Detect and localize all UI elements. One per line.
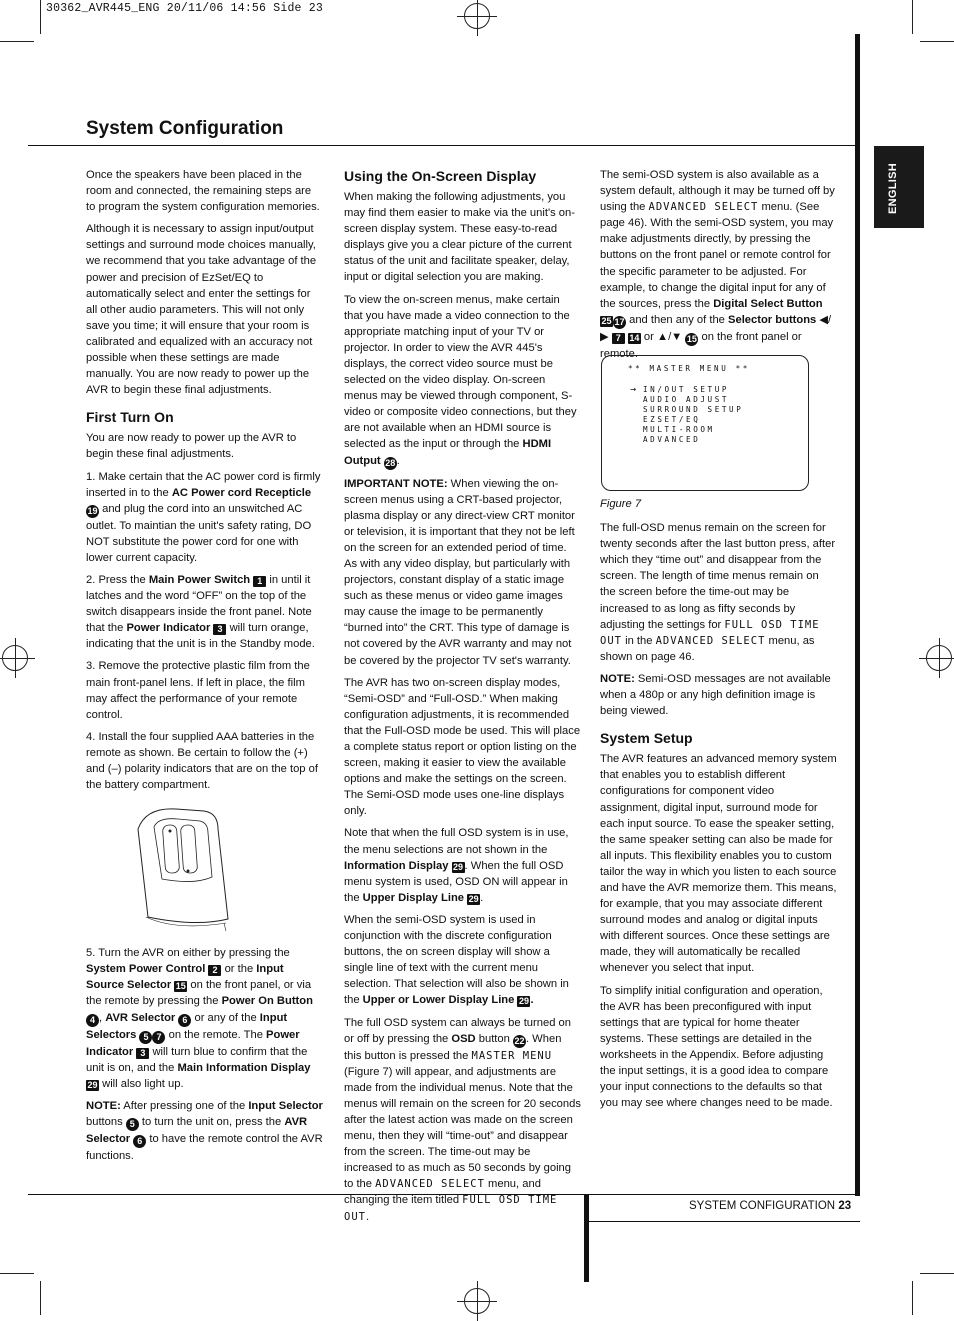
- reference-number: 4: [86, 1014, 99, 1027]
- paragraph: To simplify initial configuration and operation, the AVR has been preconfigured with input settings that are typical for home theater systems. These settings are detailed in the worksheets in the Appendix. Before adjusting the input settings, it is a good idea to compare your input connections to the defaults so that you may see where changes need to be made.: [600, 984, 833, 1110]
- paragraph: Although it is necessary to assign input/output settings and surround mode choices manually, we recommend that you take advantage of the power and precision of EzSet/EQ to automatically select and enter the settings for all other audio parameters. This will not only save you time; it will ensure that your room is calibrated and equalized with an accuracy not possible when these settings are made manually. You are now ready to power up the AVR to begin these final adjustments.: [86, 223, 317, 397]
- paragraph: The full-OSD menus remain on the screen for twenty seconds after the last button press, after which they “time out” and disappear from the screen. The length of time menus remain on the screen before the time-out may be increased to as long as fifty seconds by adjusting the settings for FULL OSD TIME OUT in the ADVANCED SELECT menu, as shown on page 46.: [600, 522, 836, 663]
- figure-caption: Figure 7: [600, 498, 642, 510]
- remote-battery-illustration: [86, 799, 323, 939]
- paragraph: The full OSD system can always be turned on or off by pressing the OSD button 22 . When this button is pressed the MASTER MENU (Figure 7) will appear, and adjustments are made from the individual menus. Note that the menus will remain on the screen for 20 seconds after the latest action was made on the screen menu, then they will “time-out” and disappear from the screen. The time-out may be increased to as much as 50 seconds by going to the ADVANCED SELECT menu, and changing the item titled FULL OSD TIME OUT.: [344, 1016, 581, 1223]
- column-1: [86, 167, 323, 1170]
- step-5: 5. Turn the AVR on either by pressing the System Power Control 2 or the Input Source Selector 15 on the front panel, or via the remote by pressing the Power On Button 4 , AVR Selector 6 or any of the Input Selectors 5 7 on the remote. The Power Indicator 3 will turn blue to confirm that the unit is on, and the Main Information Display 29 will also light up.: [86, 947, 313, 1090]
- osd-menu-item: ADVANCED: [643, 435, 701, 444]
- registration-mark-icon: [2, 645, 28, 671]
- crop-mark: [912, 0, 913, 34]
- note: NOTE: After pressing one of the Input Selector buttons 5 to turn the unit on, press the AVR Selector 6 to have the remote control the AVR functions.: [86, 1099, 323, 1162]
- step-2: 2. Press the Main Power Switch 1 in until it latches and the word “OFF” on the top of the switch disappears inside the front panel. Note that the Power Indicator 3 will turn orange, indicating that the unit is in the Standby mode.: [86, 573, 315, 651]
- reference-number: 7: [612, 333, 625, 344]
- osd-menu-item: IN/OUT SETUP: [643, 385, 730, 394]
- master-menu-figure: [601, 355, 809, 491]
- paragraph: When making the following adjustments, you may find them easier to make via the unit's on-screen display system. These easy-to-read displays give you a clear picture of the current status of the unit and facilitate speaker, delay, input or digital selection you are making.: [344, 191, 575, 284]
- step-1: 1. Make certain that the AC power cord is firmly inserted in to the AC Power cord Recepticle 19 and plug the cord into an unswitched AC outlet. To maintian the unit's safety rating, DO NOT substitute the power cord for one with lower current capacity.: [86, 470, 321, 564]
- reference-number: 14: [629, 332, 640, 343]
- crop-mark: [912, 1281, 913, 1315]
- reference-number: 6: [133, 1135, 146, 1148]
- language-tab-label: ENGLISH: [887, 163, 899, 214]
- footer-vertical-bar: [584, 1194, 589, 1282]
- cursor-arrow-icon: →: [630, 384, 637, 395]
- paragraph: When the semi-OSD system is used in conjunction with the discrete configuration buttons, the on screen display will show a single line of text with the current menu selection. That selection will also be shown in the Upper or Lower Display Line 29 .: [344, 913, 569, 1007]
- registration-mark-icon: [464, 1288, 490, 1314]
- print-header: 30362_AVR445_ENG 20/11/06 14:56 Side 23: [46, 2, 323, 15]
- column-3-lower: [600, 496, 837, 1117]
- crop-mark: [920, 1273, 954, 1274]
- registration-mark-icon: [926, 645, 952, 671]
- section-heading-on-screen-display: Using the On-Screen Display: [344, 168, 537, 184]
- paragraph: You are now ready to power up the AVR to begin these final adjustments.: [86, 432, 297, 461]
- reference-number: 22: [514, 1035, 525, 1046]
- step-4: 4. Install the four supplied AAA batteries in the remote as shown. Be certain to follow the (+) and (–) polarity indicators that are on the top of the battery compartment.: [86, 730, 318, 792]
- osd-menu-item: MULTI-ROOM: [643, 425, 715, 434]
- page-title: System Configuration: [86, 118, 284, 139]
- reference-number: 15: [686, 333, 697, 344]
- remote-control-icon: [86, 799, 323, 939]
- reference-number: 19: [87, 505, 98, 516]
- reference-number: 29: [468, 893, 479, 904]
- step-3: 3. Remove the protective plastic film from the main front-panel lens. If left in place, the film may affect the performance of your remote control.: [86, 660, 310, 721]
- registration-mark-icon: [464, 3, 490, 29]
- language-tab: [874, 146, 924, 228]
- reference-number: 25: [601, 315, 612, 326]
- footer-section-label: SYSTEM CONFIGURATION 23: [689, 1200, 852, 1212]
- paragraph: Once the speakers have been placed in the room and connected, the remaining steps are to program the system configuration memories.: [86, 169, 320, 214]
- crop-mark: [40, 0, 41, 34]
- page-number: 23: [838, 1200, 852, 1212]
- reference-number: 3: [213, 624, 226, 635]
- paragraph: To view the on-screen menus, make certain that you have made a video connection to the appropriate matching input of your TV or projector. In order to view the AVR 445's displays, the correct video source must be selected on the video display. On-screen menus may be viewed through component, S-video or composite video connections, but they are not available when an HDMI source is selected as the input or through the HDMI Output 28 .: [344, 293, 577, 468]
- footer-underline: [589, 1221, 860, 1222]
- osd-menu-title: ** MASTER MENU **: [628, 364, 750, 373]
- osd-menu-item: AUDIO ADJUST: [643, 395, 730, 404]
- osd-menu-item: EZSET/EQ: [643, 415, 701, 424]
- reference-number: 7: [152, 1031, 165, 1044]
- paragraph: The AVR features an advanced memory system that enables you to establish different configurations for component video assignment, digital input, surround mode for each input source. To ease the speaker setting, the same speaker setting can also be made for all inputs. This flexibility enables you to custom tailor the way in which you listen to each source and have the AVR memorize them. This means, for example, that you may associate different surround modes and analog or digital inputs with different sources. Once these settings are made, they will automatically be recalled whenever you select that input.: [600, 753, 837, 975]
- title-rule: [28, 145, 855, 146]
- crop-mark: [40, 1281, 41, 1315]
- crop-mark: [0, 41, 34, 42]
- reference-number: 1: [253, 576, 266, 587]
- reference-number: 17: [614, 316, 625, 327]
- reference-number: 29: [453, 861, 464, 872]
- paragraph: Note that when the full OSD system is in use, the menu selections are not shown in the Information Display 29 . When the full OSD menu system is used, OSD ON will appear in the Upper Display Line 29 .: [344, 827, 569, 904]
- crop-mark: [920, 41, 954, 42]
- reference-number: 2: [208, 965, 221, 976]
- crop-mark: [0, 1273, 34, 1274]
- note: NOTE: Semi-OSD messages are not available when a 480p or any high definition image is being viewed.: [600, 672, 831, 718]
- reference-number: 6: [178, 1014, 191, 1027]
- reference-number: 28: [385, 457, 396, 468]
- reference-number: 29: [87, 1079, 98, 1090]
- reference-number: 5: [126, 1118, 139, 1131]
- paragraph: The AVR has two on-screen display modes, “Semi-OSD” and “Full-OSD.” When making configuration adjustments, it is recommended that the Full-OSD mode be used. This will place a complete status report or option listing on the screen, making it easier to view the available options and make the settings on the screen. The Semi-OSD mode uses one-line displays only.: [344, 676, 581, 818]
- reference-number: 29: [518, 996, 529, 1007]
- paragraph: The semi-OSD system is also available as a system default, although it may be turned off by using the ADVANCED SELECT menu. (See page 46). With the semi-OSD system, you may make adjustments directly, by pressing the buttons on the front panel or remote control for the specific parameter to be adjusted. For example, to change the digital input for any of the sources, press the Digital Select Button 25 17 and then any of the Selector buttons ◀/▶ 7 14 or ▲/▼ 15 on the front panel or remote.: [600, 169, 835, 360]
- column-3: [600, 167, 837, 368]
- osd-menu-item: SURROUND SETUP: [643, 405, 744, 414]
- reference-number: 15: [175, 981, 186, 992]
- column-2: [344, 167, 581, 1231]
- section-heading-first-turn-on: First Turn On: [86, 409, 174, 426]
- section-heading-system-setup: System Setup: [600, 730, 693, 747]
- reference-number: 3: [136, 1048, 149, 1059]
- reference-number: 5: [139, 1031, 152, 1044]
- important-note: IMPORTANT NOTE: When viewing the on-screen menus using a CRT-based projector, plasma display or any direct-view CRT monitor or television, it is important that they not be left on the screen for an extended period of time. As with any video display, but particularly with projectors, constant display of a static image such as these menus or video game images may cause the image to be permanently “burned into” the CRT. This type of damage is not covered by the AVR warranty and may not be covered by the projector TV set's warranty.: [344, 477, 575, 667]
- right-border-bar: [855, 34, 860, 1196]
